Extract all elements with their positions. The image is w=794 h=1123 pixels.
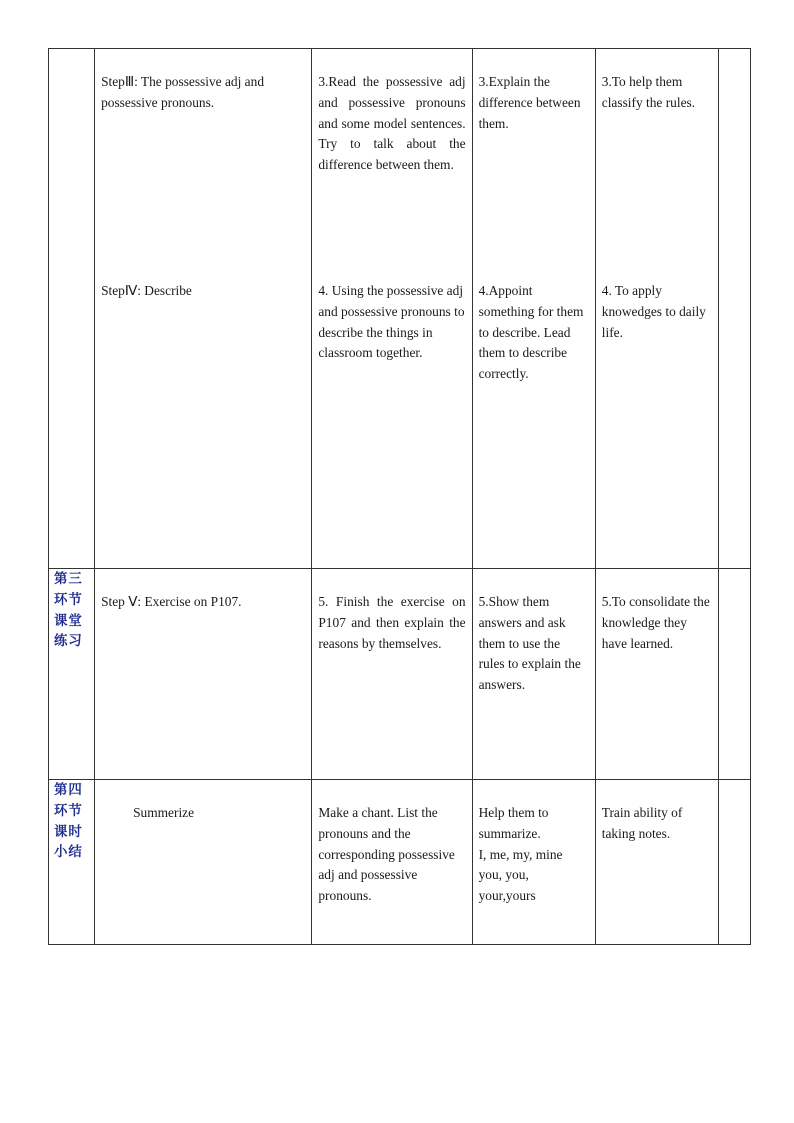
table-row-summary (49, 780, 751, 945)
student-activity-5: 5. Finish the exercise on P107 and then explain the reasons by themselves. (312, 569, 472, 780)
lesson-plan-table (48, 48, 751, 945)
table-row-exercise (49, 569, 751, 780)
purpose-summary: Train ability of taking notes. (595, 780, 718, 945)
step-5-label: Step Ⅴ: Exercise on P107. (95, 569, 312, 780)
notes-cell (718, 780, 750, 945)
teacher-activity-4: 4.Appoint something for them to describe. Lead them to describe correctly. (478, 283, 584, 382)
teacher-activity-3: 3.Explain the difference between them. (478, 74, 581, 131)
phase-cell-empty (49, 49, 95, 569)
teacher-activity-summary: Help them to summarize. I, me, my, mine you, you, your,yours (472, 780, 595, 945)
step-4-label: StepⅣ: Describe (101, 283, 192, 298)
summary-step-label: Summerize (95, 780, 312, 945)
step-cell (95, 49, 312, 569)
student-activity-cell (312, 49, 472, 569)
purpose-5: 5.To consolidate the knowledge they have learned. (595, 569, 718, 780)
purpose-4: 4. To apply knowedges to daily life. (601, 283, 706, 340)
notes-cell (718, 569, 750, 780)
teacher-activity-5: 5.Show them answers and ask them to use the rules to explain the answers. (472, 569, 595, 780)
teacher-activity-cell (472, 49, 595, 569)
student-activity-4: 4. Using the possessive adj and possessive pronouns to describe the things in classroom together. (318, 283, 465, 361)
step-3-label: StepⅢ: The possessive adj and possessive pronouns. (101, 74, 265, 110)
phase-label-summary: 第四 环节 课时 小结 (49, 780, 95, 945)
student-activity-summary: Make a chant. List the pronouns and the corresponding possessive adj and possessive pronouns. (312, 780, 472, 945)
phase-label-exercise: 第三 环节 课堂 练习 (49, 569, 95, 780)
purpose-3: 3.To help them classify the rules. (601, 74, 696, 110)
table-row-steps-3-4 (49, 49, 751, 569)
student-activity-3: 3.Read the possessive adj and possessive pronouns and some model sentences. Try to talk about the difference between them. (318, 74, 466, 173)
notes-cell (718, 49, 750, 569)
purpose-cell (595, 49, 718, 569)
